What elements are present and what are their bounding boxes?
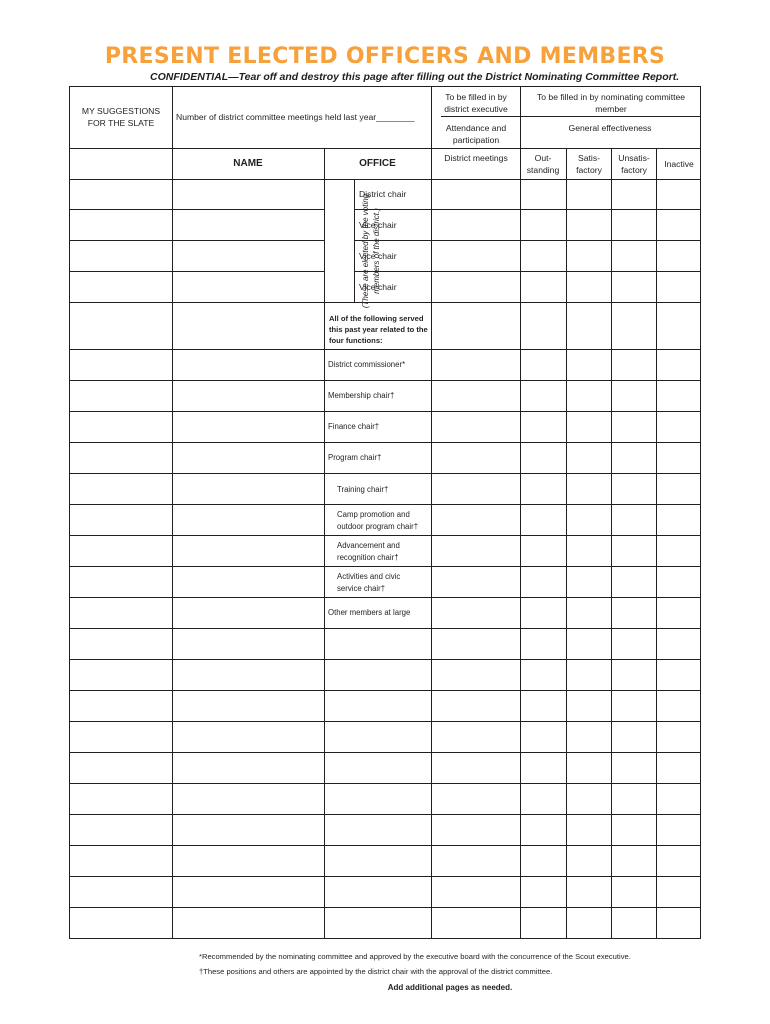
unsatisfactory-header: Unsatis- factory — [618, 153, 650, 175]
page-title: PRESENT ELECTED OFFICERS AND MEMBERS — [104, 44, 666, 69]
office-camp-promotion-chair: Camp promotion and outdoor program chair† — [337, 510, 419, 531]
confidential-note: CONFIDENTIAL—Tear off and destroy this page after filling out the District Nominating Committee Report. — [150, 71, 680, 83]
office-activities-chair: Activities and civic service chair† — [337, 572, 401, 593]
elected-vertical-note: (These are elected by the voting members of the district.) — [361, 193, 381, 309]
footnote-star: *Recommended by the nominating committee and approved by the executive board with the concurrence of the Scout executive. — [199, 952, 631, 961]
outstanding-header: Out- standing — [526, 153, 560, 175]
office-advancement-chair: Advancement and recognition chair† — [337, 541, 400, 562]
meetings-held-field[interactable]: Number of district committee meetings held last year________ — [176, 112, 415, 122]
office-vice-chair-1: Vice chair — [359, 220, 397, 230]
office-district-commissioner: District commissioner* — [328, 360, 406, 369]
attendance-label: Attendance and participation — [445, 123, 507, 145]
office-membership-chair: Membership chair† — [328, 391, 395, 400]
office-vice-chair-3: Vice chair — [359, 282, 397, 292]
district-meetings-header: District meetings — [444, 153, 508, 163]
office-finance-chair: Finance chair† — [328, 422, 380, 431]
office-members-at-large: Other members at large — [328, 608, 411, 617]
office-program-chair: Program chair† — [328, 453, 382, 462]
exec-fill-label: To be filled in by district executive — [444, 92, 508, 114]
office-vice-chair-2: Vice chair — [359, 251, 397, 261]
add-pages-note: Add additional pages as needed. — [387, 983, 513, 992]
office-district-chair: District chair — [359, 189, 407, 199]
member-fill-label: To be filled in by nominating committee member — [536, 92, 686, 114]
suggestions-label: MY SUGGESTIONS FOR THE SLATE — [81, 106, 161, 128]
served-note: All of the following served this past year related to the four functions: — [329, 314, 428, 345]
name-header: NAME — [233, 158, 263, 169]
satisfactory-header: Satis- factory — [576, 153, 602, 175]
office-header: OFFICE — [359, 158, 396, 169]
footnote-dagger: †These positions and others are appointed by the district chair with the approval of the district committee. — [199, 967, 553, 976]
general-label: General effectiveness — [568, 123, 652, 133]
office-training-chair: Training chair† — [337, 485, 389, 494]
inactive-header: Inactive — [664, 159, 694, 169]
